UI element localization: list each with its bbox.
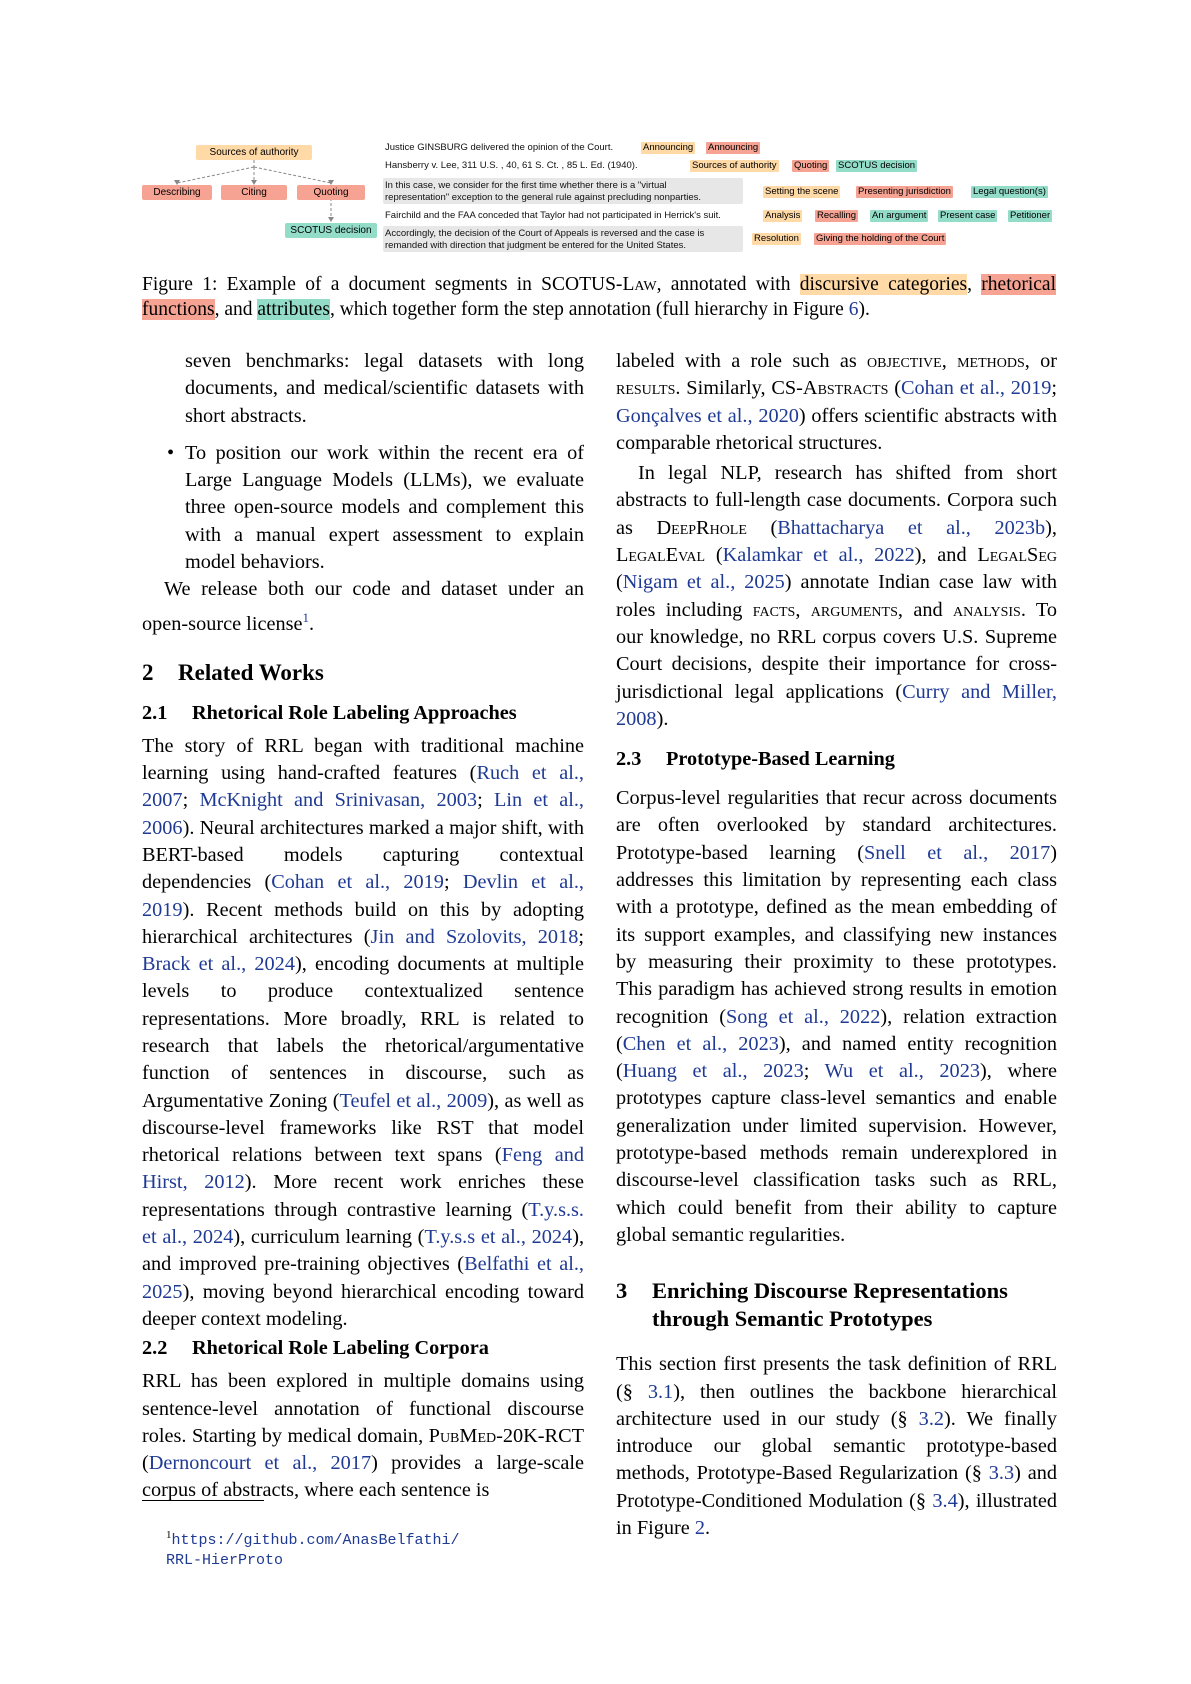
- citation-link[interactable]: 3.1: [647, 1380, 674, 1403]
- text-run: , or: [1024, 350, 1057, 372]
- row-1-tag-announcing-b: Announcing: [708, 142, 759, 153]
- text-run: ), then outlines the backbone hierarchical architecture used in our study (§: [616, 1380, 1057, 1430]
- citation-link[interactable]: Song et al., 2022: [726, 1005, 881, 1028]
- small-caps-text: arguments: [810, 598, 898, 621]
- text-run: S: [1027, 544, 1039, 567]
- text-run: M: [459, 1424, 478, 1447]
- text-run: ;: [182, 789, 200, 812]
- text-run: The story of RRL began with traditional machine learning using hand-crafted features (: [142, 734, 584, 785]
- tree-leaf-scotus-decision: SCOTUS decision: [285, 223, 377, 238]
- citation-link[interactable]: 3.3: [988, 1462, 1015, 1485]
- figure-caption: Figure 1: Example of a document segments in SCOTUS-Law, annotated with discursive categories, rhetorical functions, and attributes, which together form the step annotation (full hierarchy in Figure 6).: [142, 274, 1057, 320]
- subsection-2-2-heading: 2.2 Rhetorical Role Labeling Corpora: [142, 1337, 489, 1360]
- row-4-tag-petitioner: Petitioner: [1010, 210, 1051, 221]
- text-run: ), moving beyond hierarchical encoding toward deeper context modeling.: [142, 1280, 584, 1330]
- row-5-tag-resolution: Resolution: [754, 233, 799, 244]
- citation-link[interactable]: McKnight and Srinivasan, 2003: [199, 789, 478, 812]
- small-caps-text: bstracts: [817, 377, 889, 400]
- text-run: ), and L: [914, 544, 990, 567]
- left-column: [142, 348, 584, 1505]
- row-5-tag-giving-holding: Giving the holding of the Court: [816, 233, 945, 244]
- citation-link[interactable]: Jin and Szolovits, 2018: [370, 925, 579, 948]
- text-run: (: [616, 571, 623, 594]
- caption-figure-ref[interactable]: 6: [848, 299, 859, 320]
- figure-row-3-text: In this case, we consider for the first time whether there is a "virtual representation" exception to the general rule against precluding nonparties.: [385, 180, 702, 203]
- figure-row-4-text: Fairchild and the FAA conceded that Taylor had not participated in Herrick's suit.: [385, 210, 721, 221]
- text-run: ;: [1051, 377, 1057, 400]
- figure-row-1-text: Justice GINSBURG delivered the opinion of the Court.: [385, 142, 614, 153]
- text-run: ). Recent methods build on this by adopting hierarchical architectures (: [142, 898, 584, 948]
- citation-link[interactable]: 2: [694, 1516, 706, 1539]
- text-run: ,: [795, 598, 811, 621]
- text-run: ) offers scientific abstracts with comparable rhetorical structures.: [616, 404, 1057, 454]
- text-run: ). We finally introduce our global semantic prototype-based methods, Prototype-Based Regularization (§: [616, 1407, 1057, 1485]
- text-run: .: [705, 1516, 711, 1539]
- footnote: [142, 1500, 584, 1571]
- text-run: ), where prototypes capture class-level semantics and enable generalization under limited supervision. However, prototype-based methods remain underexplored in discourse-level classification tasks such as RRL, which could benefit from their ability to capture global semantic regularities.: [616, 1060, 1057, 1246]
- citation-link[interactable]: Ruch et al., 2007: [142, 762, 584, 812]
- row-2-tag-scotus: SCOTUS decision: [838, 160, 916, 171]
- row-4-tag-analysis: Analysis: [765, 210, 801, 221]
- text-run: . To our knowledge, no RRL corpus covers U.S. Supreme Court decisions, despite their importance for cross-jurisdictional legal applications (: [616, 598, 1057, 703]
- citation-link[interactable]: Nigam et al., 2025: [622, 571, 785, 594]
- text-run: ), encoding documents at multiple levels to produce contextualized sentence representations. More broadly, RRL is related to research that labels the rhetorical/argumentative function of sentences in discourse, such as Argumentative Zoning (: [142, 953, 584, 1112]
- text-run: RRL has been explored in multiple domains using sentence-level annotation of functional discourse roles. Starting by medical domain, P: [142, 1370, 584, 1447]
- text-run: R: [696, 516, 710, 539]
- caption-highlight-rhetorical: rhetorical functions: [142, 274, 1057, 320]
- paragraph-2-2: [142, 1368, 584, 1504]
- text-run: (: [746, 516, 778, 539]
- small-caps-text: egal: [989, 544, 1028, 567]
- text-run: ), relation extraction (: [616, 1005, 1057, 1055]
- small-caps-text: eg: [1038, 544, 1057, 567]
- tree-connectors: [0, 0, 1191, 240]
- tree-node-describing: Describing: [142, 185, 212, 200]
- bullet-item-llms: • To position our work within the recent era of Large Language Models (LLMs), we evaluate three open-source models and complement this with a manual expert assessment to explain model behaviors.: [167, 441, 584, 574]
- bullet-item-benchmarks: seven benchmarks: legal datasets with long documents, and medical/scientific datasets with short abstracts.: [185, 350, 584, 427]
- row-3-tag-legal-questions: Legal question(s): [973, 186, 1046, 197]
- text-run: (: [705, 544, 723, 567]
- text-run: ). More recent work enriches these representations through contrastive learning (: [142, 1171, 585, 1221]
- row-4-tag-an-argument: An argument: [872, 210, 927, 221]
- citation-link[interactable]: Chen et al., 2023: [622, 1032, 779, 1055]
- text-run: ) provides a large-scale corpus of abstracts, where each sentence is: [142, 1452, 584, 1502]
- paragraph-section-3-intro: [616, 1351, 1057, 1542]
- citation-link[interactable]: Kalamkar et al., 2022: [722, 544, 915, 567]
- text-run: -20K-RCT (: [142, 1424, 584, 1475]
- citation-link[interactable]: 3.4: [932, 1489, 958, 1512]
- row-3-tag-setting-scene: Setting the scene: [765, 186, 839, 197]
- row-4-tag-present-case: Present case: [940, 210, 996, 221]
- text-run: ), curriculum learning (: [233, 1226, 425, 1249]
- text-run: ;: [443, 871, 463, 894]
- section-3-heading: 3 Enriching Discourse Representations through Semantic Prototypes: [616, 1278, 1008, 1332]
- small-caps-text: objective: [867, 350, 942, 372]
- footnote-ref[interactable]: 1: [302, 609, 309, 625]
- citation-link[interactable]: 3.2: [918, 1407, 945, 1430]
- citation-link[interactable]: Bhattacharya et al., 2023b: [777, 516, 1046, 539]
- text-run: In legal NLP, research has shifted from short abstracts to full-length case documents. Corpora such as D: [616, 462, 1057, 539]
- tree-node-citing: Citing: [221, 185, 287, 200]
- text-run: ;: [578, 925, 584, 948]
- citation-link[interactable]: Brack et al., 2024: [142, 953, 295, 976]
- tree-node-quoting: Quoting: [297, 185, 365, 200]
- section-2-heading: 2 Related Works: [142, 659, 324, 685]
- row-1-tag-announcing-a: Announcing: [643, 142, 694, 153]
- paragraph-corpora-abstracts: [616, 348, 1057, 457]
- text-run: ). Neural architectures marked a major shift, with BERT-based models capturing contextual dependencies (: [142, 816, 584, 894]
- text-run: ;: [477, 789, 494, 812]
- right-column: [616, 348, 1057, 1542]
- citation-link[interactable]: Snell et al., 2017: [864, 841, 1051, 864]
- citation-link[interactable]: T.y.s.s. et al., 2024: [142, 1198, 584, 1249]
- small-caps-text: methods: [957, 350, 1025, 372]
- citation-link[interactable]: Devlin et al., 2019: [142, 871, 584, 921]
- footnote-number: 1: [166, 1529, 172, 1541]
- citation-link[interactable]: Wu et al., 2023: [824, 1060, 980, 1083]
- row-3-tag-presenting-jurisdiction: Presenting jurisdiction: [858, 186, 951, 197]
- small-caps-text: val: [678, 544, 706, 567]
- citation-link[interactable]: Huang et al., 2023: [622, 1060, 804, 1083]
- row-4-tag-recalling: Recalling: [817, 210, 857, 221]
- footnote-url[interactable]: https://github.com/AnasBelfathi/ RRL-HierProto: [166, 1532, 460, 1569]
- paragraph-2-3: [616, 785, 1057, 1249]
- text-run: (: [888, 377, 901, 400]
- text-run: ), and named entity recognition (: [616, 1032, 1057, 1083]
- citation-link[interactable]: Lin et al., 2006: [142, 789, 584, 839]
- footnote-rule: [142, 1500, 264, 1501]
- text-run: ) addresses this limitation by representing each class with a prototype, defined as the mean embedding of its support examples, and classifying new instances by measuring their proximity to these prototypes. This paradigm has achieved strong results in emotion recognition (: [616, 841, 1057, 1028]
- citation-link[interactable]: Belfathi et al., 2025: [142, 1253, 584, 1303]
- caption-highlight-attributes: attributes: [257, 299, 330, 320]
- paragraph-2-1: [142, 733, 584, 1334]
- citation-link[interactable]: Dernoncourt et al., 2017: [148, 1452, 372, 1475]
- small-caps-text: egal: [628, 544, 666, 567]
- small-caps-text: ed: [477, 1424, 497, 1447]
- caption-highlight-discursive: discursive categories: [799, 274, 968, 295]
- citation-link[interactable]: Cohan et al., 2019: [271, 871, 444, 894]
- citation-link[interactable]: Feng and Hirst, 2012: [142, 1144, 584, 1194]
- text-run: ,: [941, 350, 958, 372]
- text-run: This section first presents the task definition of RRL (§: [616, 1353, 1057, 1403]
- row-2-tag-sources: Sources of authority: [692, 160, 777, 171]
- subsection-2-3-heading: 2.3 Prototype-Based Learning: [616, 748, 895, 771]
- citation-link[interactable]: T.y.s.s et al., 2024: [424, 1226, 573, 1249]
- citation-link[interactable]: Curry and Miller, 2008: [616, 680, 1057, 730]
- small-caps-text: eep: [671, 516, 697, 539]
- citation-link[interactable]: Cohan et al., 2019: [900, 377, 1052, 400]
- small-caps-text: results: [616, 377, 676, 400]
- text-run: Corpus-level regularities that recur across documents are often overlooked by standard architectures. Prototype-based learning (: [616, 787, 1057, 864]
- small-caps-text: hole: [709, 516, 747, 539]
- citation-link[interactable]: Teufel et al., 2009: [339, 1089, 488, 1112]
- release-paragraph: We release both our code and dataset under an open-source license$^1$.: [142, 578, 584, 635]
- text-run: ), L: [616, 516, 1057, 567]
- text-run: ).: [656, 707, 669, 730]
- text-run: . Similarly, CS-A: [675, 377, 818, 400]
- text-run: labeled with a role such as: [616, 350, 868, 372]
- text-run: ) annotate Indian case law with roles including: [616, 571, 1057, 621]
- small-caps-text: facts: [752, 598, 796, 621]
- small-caps-text: analysis: [952, 598, 1021, 621]
- paragraph-legal-nlp: [616, 460, 1057, 733]
- bullet-mark: •: [167, 441, 175, 464]
- small-caps-text: ub: [439, 1424, 460, 1447]
- text-run: ), and improved pre-training objectives (: [142, 1226, 585, 1276]
- figure-row-2-text: Hansberry v. Lee, 311 U.S. , 40, 61 S. Ct. , 85 L. Ed. (1940).: [385, 160, 638, 171]
- text-run: , and: [897, 598, 953, 621]
- row-2-tag-quoting: Quoting: [794, 160, 828, 171]
- text-run: E: [665, 544, 679, 567]
- text-run: ;: [803, 1060, 825, 1083]
- text-run: ), as well as discourse-level frameworks like RST that model rhetorical relations between text spans (: [142, 1089, 585, 1167]
- figure-row-5-text: Accordingly, the decision of the Court of Appeals is reversed and the case is remanded with direction that judgment be entered for the United States.: [385, 228, 705, 251]
- text-run: ) and Prototype-Conditioned Modulation (§: [616, 1462, 1057, 1512]
- text-run: ), illustrated in Figure: [616, 1489, 1057, 1539]
- citation-link[interactable]: Gonçalves et al., 2020: [616, 404, 799, 427]
- tree-root-sources-of-authority: Sources of authority: [196, 145, 312, 160]
- subsection-2-1-heading: 2.1 Rhetorical Role Labeling Approaches: [142, 701, 517, 724]
